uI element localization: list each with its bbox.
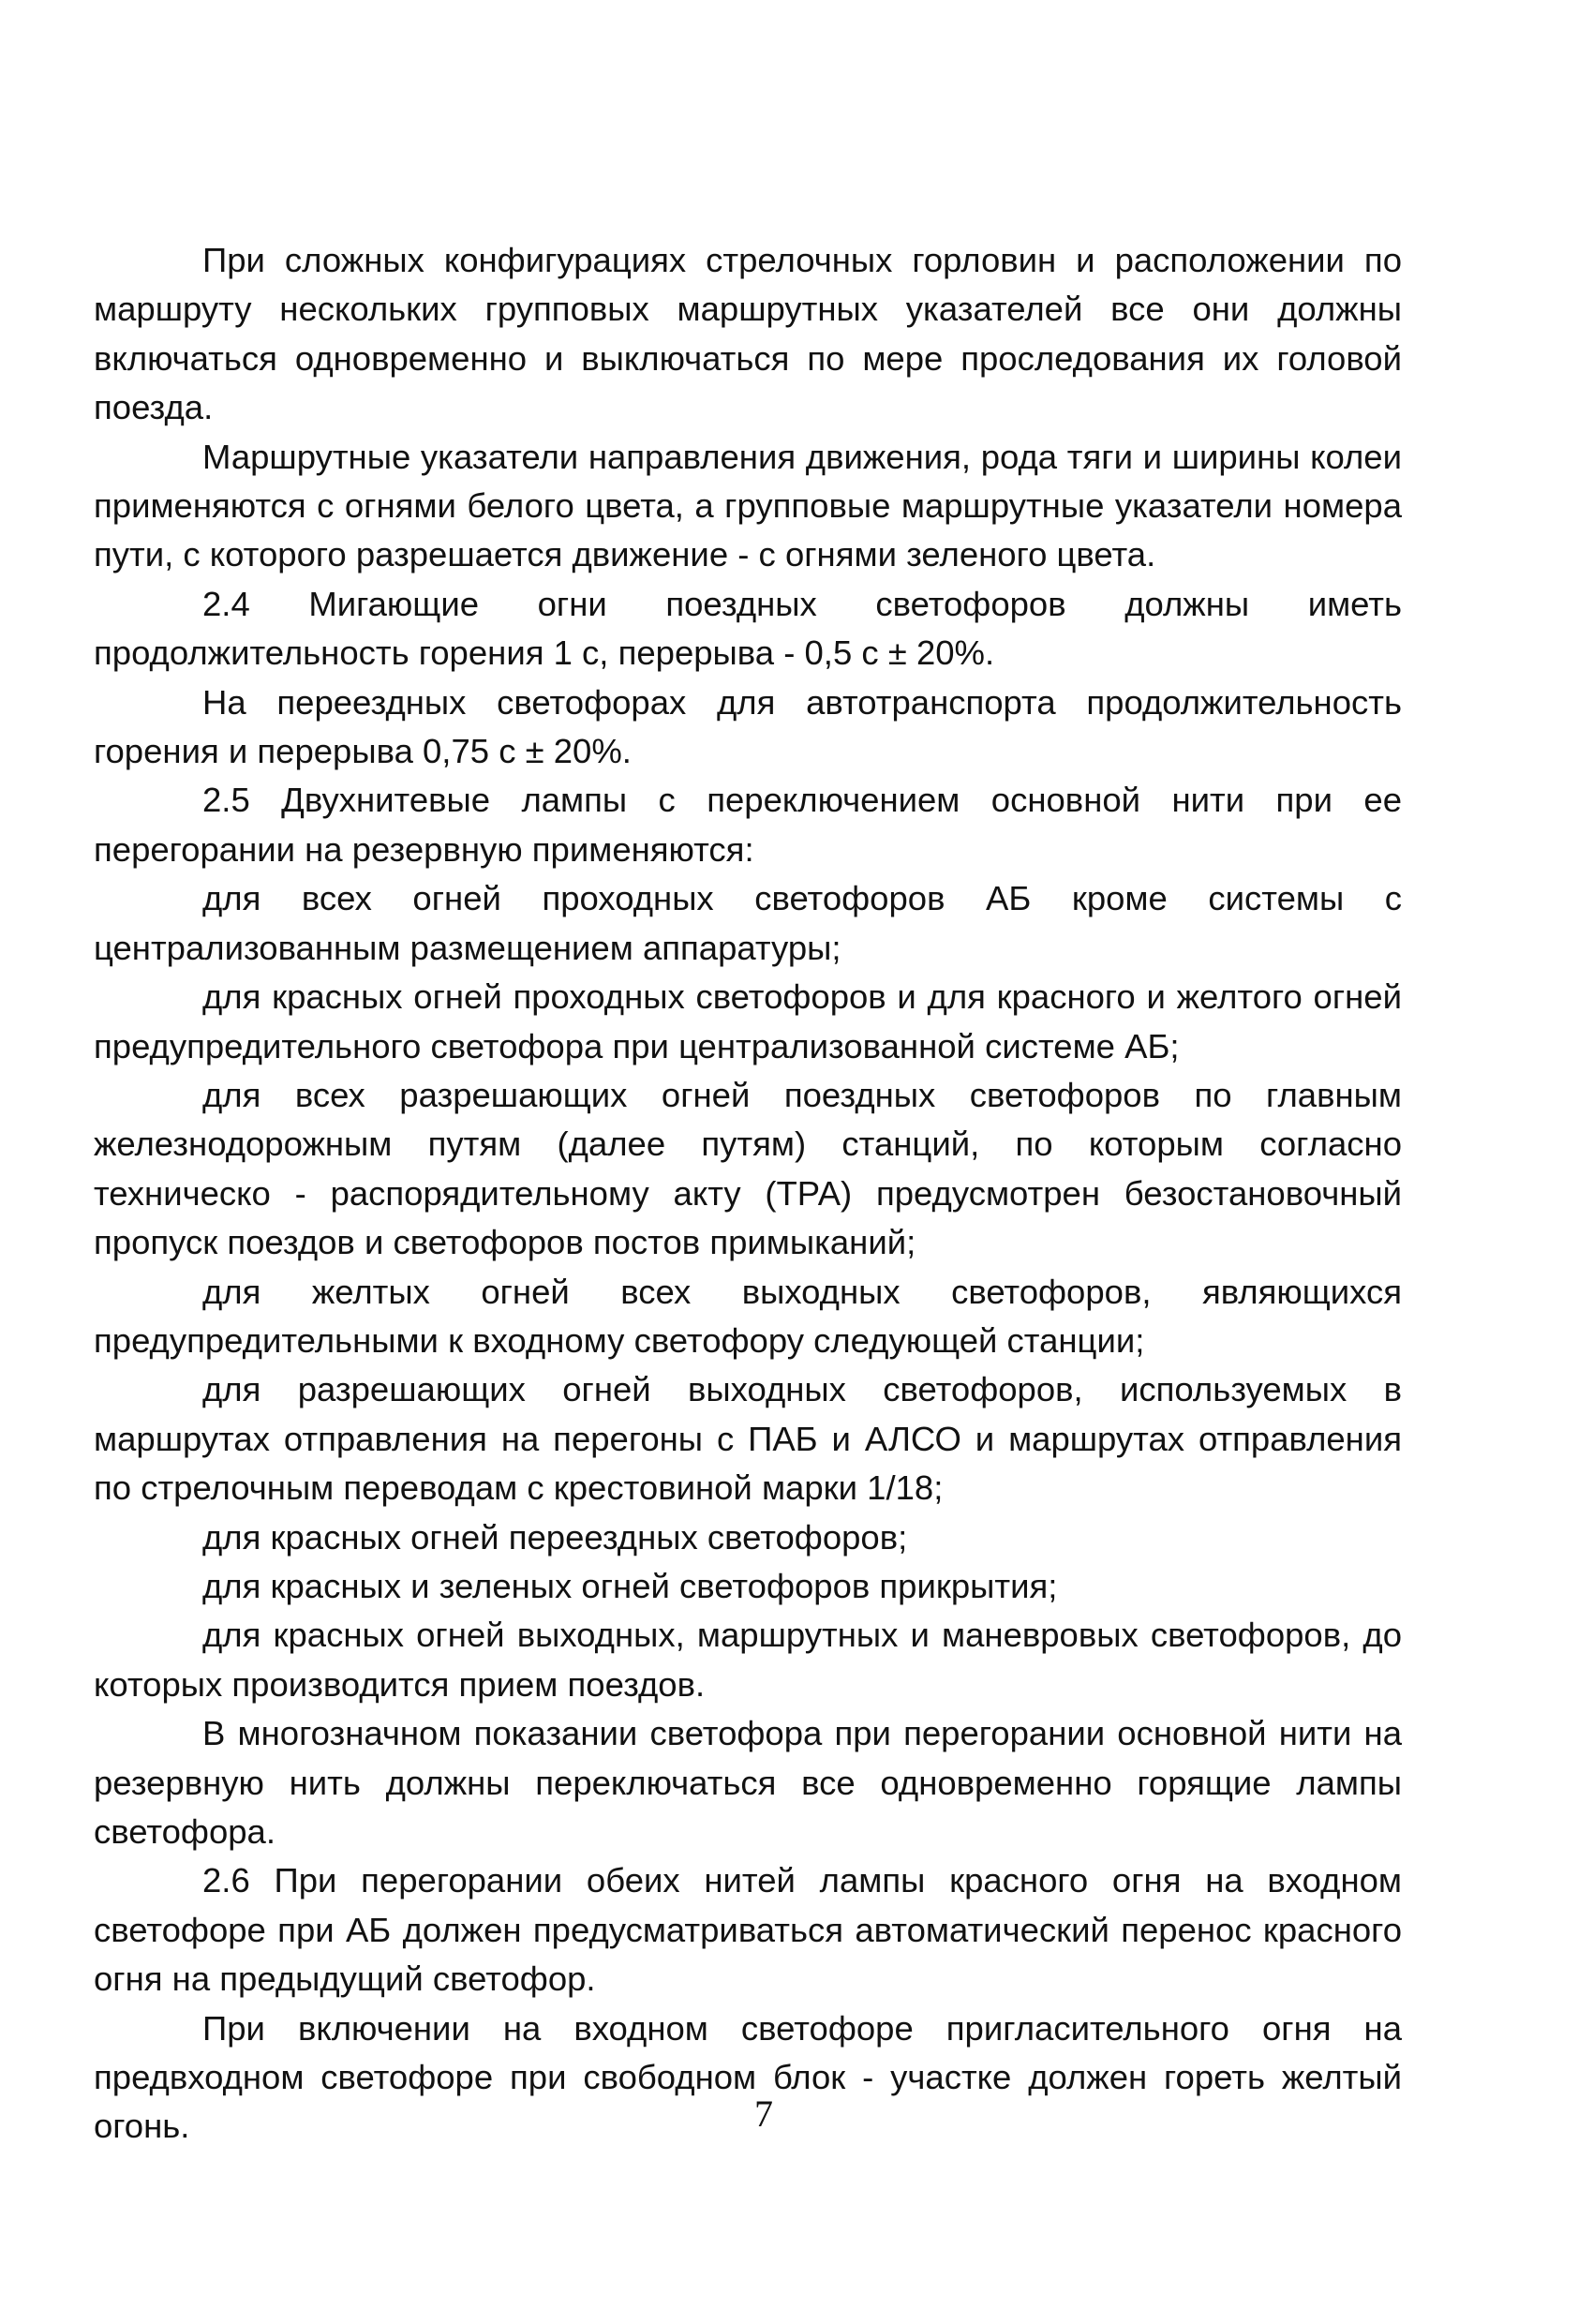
paragraph-calling-on-signal: При включении на входном светофоре пригласительного огня на предвходном светофоре при свободном блок - участке должен гореть желтый огонь. — [94, 2008, 1402, 2146]
list-item-cover-signals: для красных и зеленых огней светофоров прикрытия; — [202, 1566, 1058, 1605]
paragraph-route-indicators-group: При сложных конфигурациях стрелочных горловин и расположении по маршруту нескольких групповых маршрутных указателей все они должны включаться одновременно и выключаться по мере проследования их головой поезда. — [94, 241, 1402, 427]
list-item-shunting-signals: для красных огней выходных, маршрутных и маневровых светофоров, до которых производится прием поездов. — [94, 1616, 1402, 1704]
paragraph-2-5-dual-filament: 2.5 Двухнитевые лампы с переключением основной нити при ее перегорании на резервную применяются: — [94, 781, 1402, 869]
list-item-crossing-red: для красных огней переездных светофоров; — [202, 1517, 908, 1557]
paragraph-2-6-red-transfer: 2.6 При перегорании обеих нитей лампы красного огня на входном светофоре при АБ должен предусматриваться автоматический перенос красного огня на предыдущий светофор. — [94, 1861, 1402, 1999]
list-item-all-block-signals: для всех огней проходных светофоров АБ кроме системы с централизованным размещением аппаратуры; — [94, 879, 1402, 967]
page-number: 7 — [754, 2093, 773, 2135]
list-item-main-track-signals: для всех разрешающих огней поездных светофоров по главным железнодорожным путям (далее путям) станций, по которым согласно техническо - распорядительному акту (ТРА) предусмотрен безостановочный пропуск поездов и светофоров постов примыканий; — [94, 1075, 1402, 1262]
paragraph-crossing-signals: На переездных светофорах для автотранспорта продолжительность горения и перерыва 0,75 с ± 20%. — [94, 682, 1402, 771]
paragraph-multi-aspect: В многозначном показании светофора при перегорании основной нити на резервную нить должны переключаться все одновременно горящие лампы светофора. — [94, 1714, 1402, 1851]
list-item-yellow-exit-signals: для желтых огней всех выходных светофоров, являющихся предупредительными к входному светофору следующей станции; — [94, 1272, 1402, 1360]
paragraph-2-4-blinking-lights: 2.4 Мигающие огни поездных светофоров должны иметь продолжительность горения 1 с, перерыва - 0,5 с ± 20%. — [94, 584, 1402, 673]
body-text — [94, 236, 1402, 2152]
list-item-red-block-signals: для красных огней проходных светофоров и для красного и желтого огней предупредительного светофора при централизованной системе АБ; — [94, 977, 1402, 1065]
paragraph-route-indicators-colors: Маршрутные указатели направления движения, рода тяги и ширины колеи применяются с огнями белого цвета, а групповые маршрутные указатели номера пути, с которого разрешается движение - с огнями зеленого цвета. — [94, 437, 1402, 574]
list-item-exit-signal-routes: для разрешающих огней выходных светофоров, используемых в маршрутах отправления на перегоны с ПАБ и АЛСО и маршрутах отправления по стрелочным переводам с крестовиной марки 1/18; — [94, 1370, 1402, 1508]
